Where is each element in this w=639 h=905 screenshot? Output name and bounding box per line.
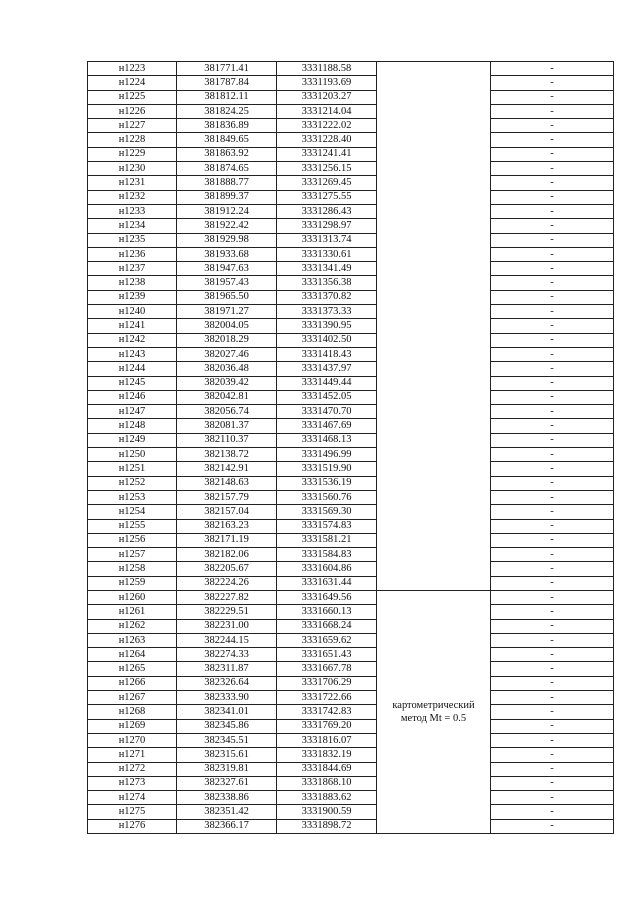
mark-cell: - [491, 305, 614, 319]
x-coordinate-cell: 381957.43 [177, 276, 277, 290]
y-coordinate-cell: 3331275.55 [277, 190, 377, 204]
table-row [88, 576, 614, 590]
y-coordinate-cell: 3331330.61 [277, 247, 377, 261]
x-coordinate-cell: 381836.89 [177, 119, 277, 133]
y-coordinate-cell: 3331402.50 [277, 333, 377, 347]
mark-cell: - [491, 204, 614, 218]
x-coordinate-cell: 382138.72 [177, 448, 277, 462]
point-id-cell: н1235 [88, 233, 177, 247]
x-coordinate-cell: 381929.98 [177, 233, 277, 247]
table-row [88, 805, 614, 819]
table-row [88, 605, 614, 619]
mark-cell: - [491, 262, 614, 276]
point-id-cell: н1225 [88, 90, 177, 104]
y-coordinate-cell: 3331256.15 [277, 162, 377, 176]
mark-cell: - [491, 548, 614, 562]
table-row [88, 676, 614, 690]
y-coordinate-cell: 3331832.19 [277, 748, 377, 762]
table-row [88, 104, 614, 118]
mark-cell: - [491, 376, 614, 390]
x-coordinate-cell: 382227.82 [177, 590, 277, 604]
mark-cell: - [491, 419, 614, 433]
mark-cell: - [491, 662, 614, 676]
mark-cell: - [491, 319, 614, 333]
mark-cell: - [491, 247, 614, 261]
point-id-cell: н1233 [88, 204, 177, 218]
x-coordinate-cell: 382311.87 [177, 662, 277, 676]
point-id-cell: н1268 [88, 705, 177, 719]
x-coordinate-cell: 382036.48 [177, 362, 277, 376]
x-coordinate-cell: 382274.33 [177, 648, 277, 662]
point-id-cell: н1230 [88, 162, 177, 176]
point-id-cell: н1224 [88, 76, 177, 90]
x-coordinate-cell: 382326.64 [177, 676, 277, 690]
y-coordinate-cell: 3331651.43 [277, 648, 377, 662]
x-coordinate-cell: 382333.90 [177, 691, 277, 705]
y-coordinate-cell: 3331868.10 [277, 776, 377, 790]
mark-cell: - [491, 276, 614, 290]
y-coordinate-cell: 3331390.95 [277, 319, 377, 333]
point-id-cell: н1269 [88, 719, 177, 733]
table-row [88, 176, 614, 190]
mark-cell: - [491, 719, 614, 733]
x-coordinate-cell: 381971.27 [177, 305, 277, 319]
mark-cell: - [491, 233, 614, 247]
y-coordinate-cell: 3331844.69 [277, 762, 377, 776]
y-coordinate-cell: 3331519.90 [277, 462, 377, 476]
x-coordinate-cell: 382004.05 [177, 319, 277, 333]
point-id-cell: н1264 [88, 648, 177, 662]
x-coordinate-cell: 382338.86 [177, 791, 277, 805]
x-coordinate-cell: 382341.01 [177, 705, 277, 719]
table-row [88, 648, 614, 662]
mark-cell: - [491, 648, 614, 662]
point-id-cell: н1255 [88, 519, 177, 533]
y-coordinate-cell: 3331659.62 [277, 633, 377, 647]
table-row [88, 219, 614, 233]
table-row [88, 819, 614, 833]
point-id-cell: н1232 [88, 190, 177, 204]
table-row [88, 748, 614, 762]
y-coordinate-cell: 3331370.82 [277, 290, 377, 304]
y-coordinate-cell: 3331898.72 [277, 819, 377, 833]
y-coordinate-cell: 3331228.40 [277, 133, 377, 147]
point-id-cell: н1275 [88, 805, 177, 819]
point-id-cell: н1266 [88, 676, 177, 690]
x-coordinate-cell: 381912.24 [177, 204, 277, 218]
x-coordinate-cell: 381824.25 [177, 104, 277, 118]
y-coordinate-cell: 3331584.83 [277, 548, 377, 562]
mark-cell: - [491, 176, 614, 190]
x-coordinate-cell: 381787.84 [177, 76, 277, 90]
x-coordinate-cell: 382056.74 [177, 405, 277, 419]
x-coordinate-cell: 381812.11 [177, 90, 277, 104]
y-coordinate-cell: 3331604.86 [277, 562, 377, 576]
table-row [88, 362, 614, 376]
point-id-cell: н1274 [88, 791, 177, 805]
y-coordinate-cell: 3331222.02 [277, 119, 377, 133]
table-row [88, 376, 614, 390]
table-row [88, 562, 614, 576]
y-coordinate-cell: 3331468.13 [277, 433, 377, 447]
x-coordinate-cell: 381899.37 [177, 190, 277, 204]
x-coordinate-cell: 382345.51 [177, 733, 277, 747]
table-row [88, 505, 614, 519]
point-id-cell: н1229 [88, 147, 177, 161]
y-coordinate-cell: 3331649.56 [277, 590, 377, 604]
mark-cell: - [491, 691, 614, 705]
table-row [88, 290, 614, 304]
y-coordinate-cell: 3331214.04 [277, 104, 377, 118]
method-cell [377, 62, 491, 591]
mark-cell: - [491, 748, 614, 762]
mark-cell: - [491, 762, 614, 776]
table-row [88, 162, 614, 176]
point-id-cell: н1251 [88, 462, 177, 476]
x-coordinate-cell: 381888.77 [177, 176, 277, 190]
x-coordinate-cell: 382142.91 [177, 462, 277, 476]
y-coordinate-cell: 3331269.45 [277, 176, 377, 190]
table-row [88, 390, 614, 404]
point-id-cell: н1253 [88, 490, 177, 504]
point-id-cell: н1248 [88, 419, 177, 433]
mark-cell: - [491, 805, 614, 819]
mark-cell: - [491, 133, 614, 147]
point-id-cell: н1244 [88, 362, 177, 376]
y-coordinate-cell: 3331188.58 [277, 62, 377, 76]
y-coordinate-cell: 3331883.62 [277, 791, 377, 805]
y-coordinate-cell: 3331569.30 [277, 505, 377, 519]
mark-cell: - [491, 76, 614, 90]
y-coordinate-cell: 3331449.44 [277, 376, 377, 390]
y-coordinate-cell: 3331286.43 [277, 204, 377, 218]
y-coordinate-cell: 3331560.76 [277, 490, 377, 504]
y-coordinate-cell: 3331496.99 [277, 448, 377, 462]
y-coordinate-cell: 3331668.24 [277, 619, 377, 633]
point-id-cell: н1241 [88, 319, 177, 333]
point-id-cell: н1276 [88, 819, 177, 833]
y-coordinate-cell: 3331660.13 [277, 605, 377, 619]
table-row [88, 548, 614, 562]
point-id-cell: н1257 [88, 548, 177, 562]
x-coordinate-cell: 382148.63 [177, 476, 277, 490]
table-row [88, 204, 614, 218]
table-row [88, 533, 614, 547]
mark-cell: - [491, 490, 614, 504]
point-id-cell: н1223 [88, 62, 177, 76]
mark-cell: - [491, 290, 614, 304]
y-coordinate-cell: 3331581.21 [277, 533, 377, 547]
y-coordinate-cell: 3331769.20 [277, 719, 377, 733]
point-id-cell: н1237 [88, 262, 177, 276]
mark-cell: - [491, 676, 614, 690]
table-row [88, 791, 614, 805]
table-row [88, 776, 614, 790]
coordinates-table [87, 61, 614, 834]
table-row [88, 462, 614, 476]
table-row [88, 305, 614, 319]
table-row [88, 691, 614, 705]
mark-cell: - [491, 519, 614, 533]
table-row [88, 619, 614, 633]
mark-cell: - [491, 505, 614, 519]
y-coordinate-cell: 3331574.83 [277, 519, 377, 533]
table-row [88, 662, 614, 676]
y-coordinate-cell: 3331470.70 [277, 405, 377, 419]
point-id-cell: н1265 [88, 662, 177, 676]
table-row [88, 276, 614, 290]
point-id-cell: н1273 [88, 776, 177, 790]
point-id-cell: н1267 [88, 691, 177, 705]
mark-cell: - [491, 733, 614, 747]
table-row [88, 705, 614, 719]
mark-cell: - [491, 576, 614, 590]
x-coordinate-cell: 382081.37 [177, 419, 277, 433]
y-coordinate-cell: 3331706.29 [277, 676, 377, 690]
point-id-cell: н1254 [88, 505, 177, 519]
mark-cell: - [491, 776, 614, 790]
point-id-cell: н1247 [88, 405, 177, 419]
point-id-cell: н1263 [88, 633, 177, 647]
y-coordinate-cell: 3331722.66 [277, 691, 377, 705]
x-coordinate-cell: 382018.29 [177, 333, 277, 347]
mark-cell: - [491, 619, 614, 633]
table-row [88, 90, 614, 104]
x-coordinate-cell: 382366.17 [177, 819, 277, 833]
point-id-cell: н1242 [88, 333, 177, 347]
method-line-1: картометрический [392, 700, 475, 711]
mark-cell: - [491, 147, 614, 161]
point-id-cell: н1272 [88, 762, 177, 776]
x-coordinate-cell: 381933.68 [177, 247, 277, 261]
x-coordinate-cell: 382244.15 [177, 633, 277, 647]
table-row [88, 519, 614, 533]
y-coordinate-cell: 3331631.44 [277, 576, 377, 590]
x-coordinate-cell: 382229.51 [177, 605, 277, 619]
point-id-cell: н1249 [88, 433, 177, 447]
x-coordinate-cell: 381965.50 [177, 290, 277, 304]
mark-cell: - [491, 190, 614, 204]
point-id-cell: н1259 [88, 576, 177, 590]
x-coordinate-cell: 382110.37 [177, 433, 277, 447]
point-id-cell: н1245 [88, 376, 177, 390]
x-coordinate-cell: 382163.23 [177, 519, 277, 533]
y-coordinate-cell: 3331900.59 [277, 805, 377, 819]
point-id-cell: н1258 [88, 562, 177, 576]
point-id-cell: н1238 [88, 276, 177, 290]
x-coordinate-cell: 382157.79 [177, 490, 277, 504]
point-id-cell: н1234 [88, 219, 177, 233]
y-coordinate-cell: 3331241.41 [277, 147, 377, 161]
mark-cell: - [491, 633, 614, 647]
mark-cell: - [491, 705, 614, 719]
point-id-cell: н1236 [88, 247, 177, 261]
x-coordinate-cell: 382157.04 [177, 505, 277, 519]
table-row [88, 233, 614, 247]
point-id-cell: н1226 [88, 104, 177, 118]
table-row [88, 119, 614, 133]
x-coordinate-cell: 382315.61 [177, 748, 277, 762]
table-row [88, 333, 614, 347]
x-coordinate-cell: 382171.19 [177, 533, 277, 547]
table-body [88, 62, 614, 834]
y-coordinate-cell: 3331437.97 [277, 362, 377, 376]
point-id-cell: н1246 [88, 390, 177, 404]
mark-cell: - [491, 162, 614, 176]
mark-cell: - [491, 347, 614, 361]
y-coordinate-cell: 3331373.33 [277, 305, 377, 319]
x-coordinate-cell: 382345.86 [177, 719, 277, 733]
table-row [88, 62, 614, 76]
y-coordinate-cell: 3331467.69 [277, 419, 377, 433]
y-coordinate-cell: 3331536.19 [277, 476, 377, 490]
x-coordinate-cell: 382042.81 [177, 390, 277, 404]
mark-cell: - [491, 605, 614, 619]
y-coordinate-cell: 3331356.38 [277, 276, 377, 290]
y-coordinate-cell: 3331667.78 [277, 662, 377, 676]
y-coordinate-cell: 3331418.43 [277, 347, 377, 361]
point-id-cell: н1250 [88, 448, 177, 462]
mark-cell: - [491, 219, 614, 233]
table-row [88, 448, 614, 462]
point-id-cell: н1240 [88, 305, 177, 319]
mark-cell: - [491, 462, 614, 476]
table-row [88, 347, 614, 361]
x-coordinate-cell: 382327.61 [177, 776, 277, 790]
method-line-2: метод Mt = 0.5 [400, 713, 467, 724]
table-row [88, 633, 614, 647]
x-coordinate-cell: 382039.42 [177, 376, 277, 390]
point-id-cell: н1260 [88, 590, 177, 604]
mark-cell: - [491, 405, 614, 419]
mark-cell: - [491, 533, 614, 547]
point-id-cell: н1262 [88, 619, 177, 633]
mark-cell: - [491, 119, 614, 133]
table-row [88, 762, 614, 776]
point-id-cell: н1231 [88, 176, 177, 190]
x-coordinate-cell: 382231.00 [177, 619, 277, 633]
point-id-cell: н1252 [88, 476, 177, 490]
x-coordinate-cell: 382205.67 [177, 562, 277, 576]
point-id-cell: н1256 [88, 533, 177, 547]
point-id-cell: н1227 [88, 119, 177, 133]
y-coordinate-cell: 3331742.83 [277, 705, 377, 719]
table-row [88, 247, 614, 261]
table-row [88, 433, 614, 447]
y-coordinate-cell: 3331313.74 [277, 233, 377, 247]
mark-cell: - [491, 62, 614, 76]
x-coordinate-cell: 381874.65 [177, 162, 277, 176]
mark-cell: - [491, 562, 614, 576]
table-row [88, 490, 614, 504]
table-row [88, 733, 614, 747]
mark-cell: - [491, 819, 614, 833]
table-row [88, 76, 614, 90]
point-id-cell: н1270 [88, 733, 177, 747]
y-coordinate-cell: 3331193.69 [277, 76, 377, 90]
point-id-cell: н1239 [88, 290, 177, 304]
mark-cell: - [491, 90, 614, 104]
mark-cell: - [491, 791, 614, 805]
point-id-cell: н1243 [88, 347, 177, 361]
mark-cell: - [491, 104, 614, 118]
mark-cell: - [491, 590, 614, 604]
x-coordinate-cell: 382319.81 [177, 762, 277, 776]
mark-cell: - [491, 448, 614, 462]
method-cell [377, 590, 491, 833]
x-coordinate-cell: 381849.65 [177, 133, 277, 147]
x-coordinate-cell: 381863.92 [177, 147, 277, 161]
x-coordinate-cell: 382351.42 [177, 805, 277, 819]
mark-cell: - [491, 433, 614, 447]
mark-cell: - [491, 390, 614, 404]
mark-cell: - [491, 362, 614, 376]
table-row [88, 319, 614, 333]
point-id-cell: н1228 [88, 133, 177, 147]
x-coordinate-cell: 382224.26 [177, 576, 277, 590]
x-coordinate-cell: 381947.63 [177, 262, 277, 276]
table-row [88, 262, 614, 276]
table-row [88, 476, 614, 490]
y-coordinate-cell: 3331203.27 [277, 90, 377, 104]
x-coordinate-cell: 381771.41 [177, 62, 277, 76]
mark-cell: - [491, 333, 614, 347]
y-coordinate-cell: 3331341.49 [277, 262, 377, 276]
y-coordinate-cell: 3331452.05 [277, 390, 377, 404]
x-coordinate-cell: 381922.42 [177, 219, 277, 233]
table-row [88, 190, 614, 204]
y-coordinate-cell: 3331298.97 [277, 219, 377, 233]
table-row [88, 147, 614, 161]
table-row [88, 133, 614, 147]
table-row [88, 419, 614, 433]
table-row [88, 590, 614, 604]
table-row [88, 405, 614, 419]
mark-cell: - [491, 476, 614, 490]
y-coordinate-cell: 3331816.07 [277, 733, 377, 747]
x-coordinate-cell: 382027.46 [177, 347, 277, 361]
point-id-cell: н1271 [88, 748, 177, 762]
x-coordinate-cell: 382182.06 [177, 548, 277, 562]
point-id-cell: н1261 [88, 605, 177, 619]
table-row [88, 719, 614, 733]
